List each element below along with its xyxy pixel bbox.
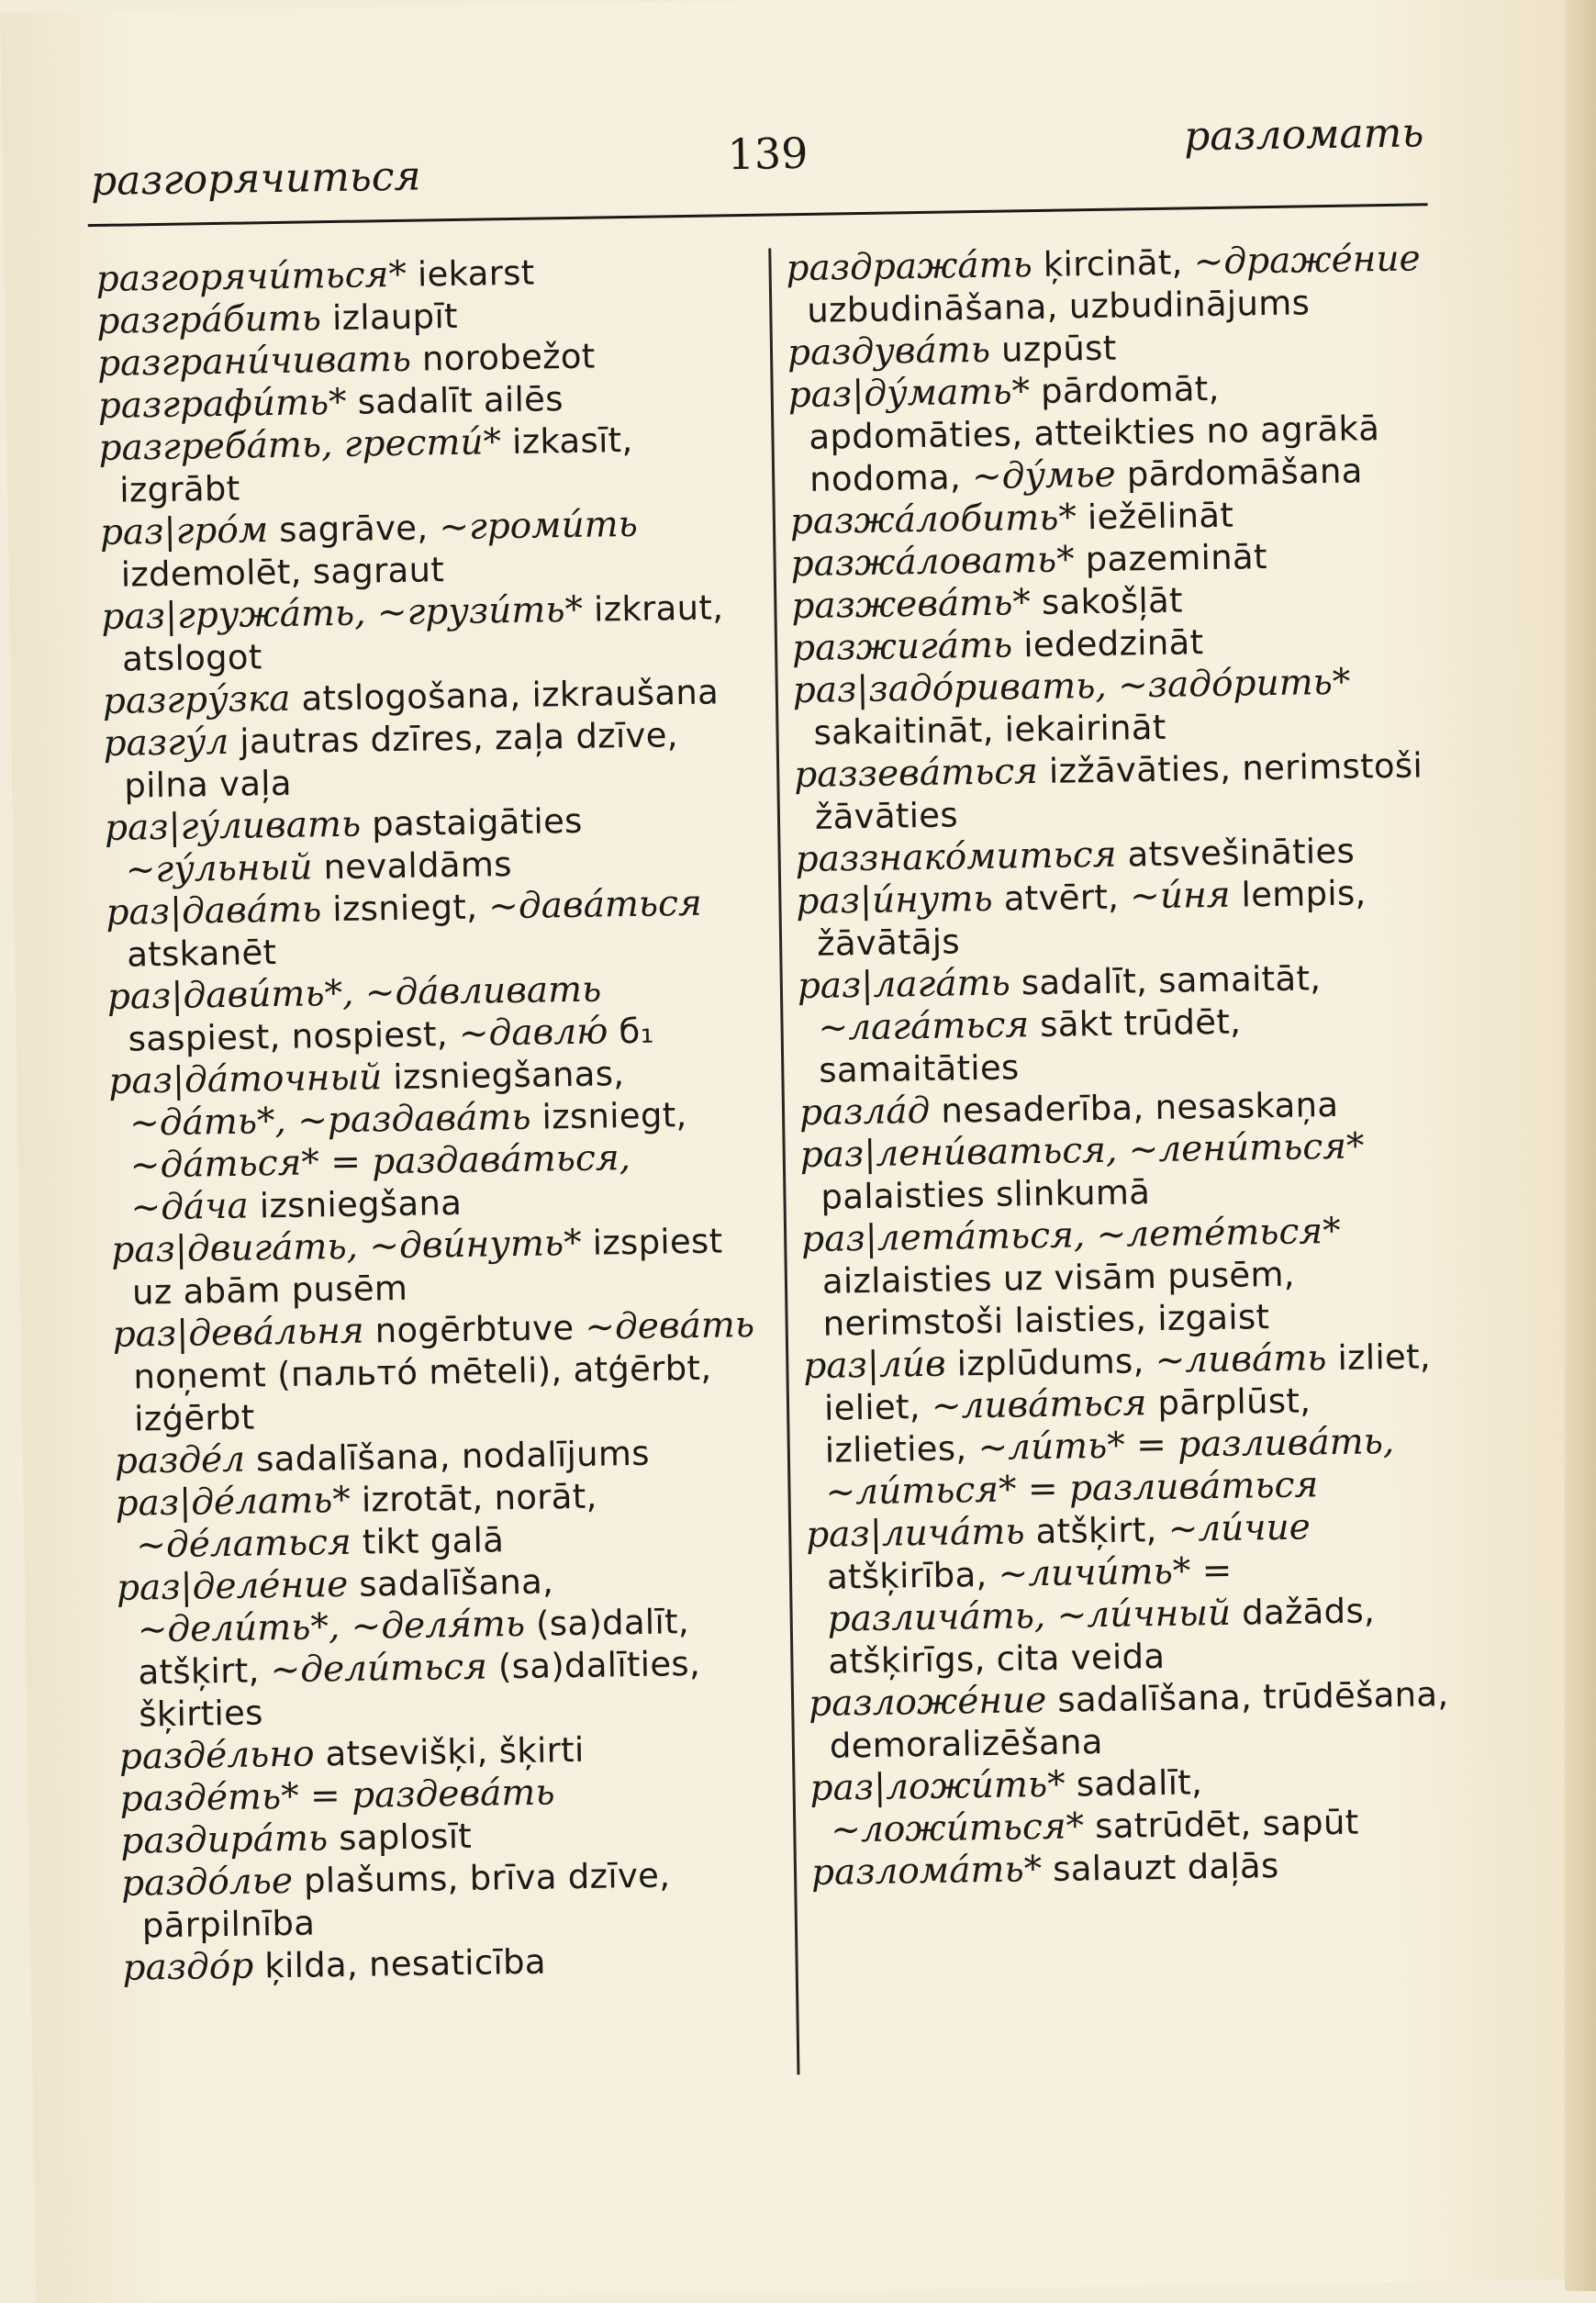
- headword: раз|ложи́ть*: [809, 1763, 1066, 1810]
- headword: раззева́ться: [793, 751, 1039, 797]
- translation: nogērbtuve: [363, 1307, 586, 1351]
- dictionary-entry: [809, 1673, 1452, 1768]
- headword: ~драже́ние: [1193, 238, 1421, 284]
- translation: iežēlināt: [1076, 495, 1234, 538]
- translation: izsniegšana: [248, 1182, 463, 1226]
- headword: ~да́ться* = раздава́ться, ~да́ча: [129, 1137, 631, 1229]
- headword: раз|задо́ривать, ~задо́рить*: [792, 661, 1351, 712]
- headword: раз|ли́в: [803, 1343, 946, 1388]
- headword: раз|двига́ть, ~дви́нуть*: [110, 1222, 582, 1271]
- translation: jautras dzīres, zaļa dzīve, pilna vaļa: [124, 715, 679, 806]
- translation: atsvešināties: [1116, 831, 1356, 875]
- headword: разгра́бить: [96, 297, 322, 343]
- dictionary-entry: [786, 238, 1429, 332]
- headword: раз|гро́м: [99, 509, 269, 554]
- translation: pārdomāšana: [1115, 451, 1364, 495]
- headword: раздража́ть: [786, 244, 1033, 290]
- dictionary-entry: [108, 1051, 753, 1230]
- headword: раз|гружа́ть, ~грузи́ть*: [101, 588, 584, 639]
- dictionary-entry: [809, 1758, 1453, 1852]
- translation: sadalīt,: [1065, 1762, 1203, 1805]
- translation: atšķirība,: [826, 1554, 999, 1597]
- translation: izkasīt, izgrābt: [118, 419, 633, 510]
- translation: ķircināt,: [1032, 242, 1195, 285]
- translation: nevaldāms: [312, 844, 513, 888]
- translation: izlaupīt: [320, 296, 459, 339]
- dictionary-entry: [111, 1220, 754, 1314]
- translation: sadalīšana, trūdēšana, demoralizēšana: [829, 1674, 1449, 1766]
- translation: salauzt daļās: [1041, 1846, 1279, 1890]
- translation: izžāvāties, nerimstoši žāvāties: [814, 745, 1423, 837]
- translation: plašums, brīva dzīve, pārpilnība: [141, 1855, 671, 1946]
- translation: nesaderība, nesaskaņa: [929, 1084, 1339, 1131]
- translation: pārdomāt, apdomāties, atteikties no agrākā nodoma,: [809, 368, 1380, 499]
- running-head-right: разломать: [1183, 109, 1424, 161]
- headword: ~лива́ть: [1155, 1337, 1327, 1382]
- dictionary-entry: [121, 1853, 765, 1948]
- translation: norobežot: [410, 336, 596, 379]
- dictionary-entry: [801, 1209, 1445, 1346]
- dictionary-entry: [106, 882, 749, 977]
- right-column: [786, 238, 1454, 1895]
- headword: ~личи́ть* = различа́ть, ~ли́чный: [827, 1549, 1233, 1640]
- translation: iekarst: [406, 252, 535, 295]
- translation: tikt galā: [351, 1520, 505, 1562]
- dictionary-entry: [122, 1938, 765, 1990]
- dictionary-entry: [107, 967, 751, 1061]
- translation: uzpūst: [989, 328, 1117, 370]
- headword: ~дева́ть: [585, 1303, 755, 1348]
- dictionary-entry: [103, 713, 746, 808]
- headword: разде́ть* = раздева́ть: [119, 1772, 555, 1820]
- translation: atslogošana, izkraušana: [290, 672, 720, 719]
- translation: sadalīt ailēs: [346, 379, 564, 422]
- headword: разде́льно: [118, 1733, 315, 1778]
- headword: ~лага́ться: [818, 1004, 1030, 1049]
- dictionary-entry: [100, 502, 743, 597]
- translation: sākt trūdēt, samaitāties: [818, 1001, 1242, 1090]
- headword: разложе́ние: [808, 1679, 1047, 1726]
- translation: sakošļāt: [1030, 580, 1184, 623]
- translation: atšķirt,: [1024, 1509, 1169, 1552]
- translation: satrūdēt, sapūt: [1083, 1802, 1359, 1847]
- headword: разла́д: [798, 1090, 931, 1135]
- dictionary-entry: [101, 587, 744, 681]
- translation: sagrāve,: [267, 508, 440, 551]
- headword: раздо́лье: [120, 1860, 294, 1905]
- headword: разжева́ть*: [791, 582, 1032, 628]
- translation: palaisties slinkumā: [820, 1172, 1151, 1217]
- headword: раздува́ть: [787, 329, 991, 375]
- headword: разгру́зка: [102, 677, 291, 722]
- translation: pārplūst, izlieties,: [824, 1381, 1311, 1470]
- dictionary-entry: [806, 1504, 1451, 1683]
- headword: разгреба́ть, грести́*: [98, 421, 502, 470]
- headword: разгу́л: [103, 721, 229, 765]
- headword: ~ду́мье: [971, 453, 1117, 498]
- translation: atsevišķi, šķirti: [314, 1729, 585, 1774]
- translation: izsniegt,: [530, 1095, 687, 1137]
- headword: ~ложи́ться*: [830, 1806, 1085, 1851]
- headword: ~ли́чие: [1167, 1506, 1311, 1550]
- headword: разжа́лобить*: [789, 497, 1077, 543]
- headword: ~лива́ться: [931, 1382, 1147, 1427]
- headword: раз|лича́ть: [805, 1511, 1025, 1557]
- headword: разде́л: [114, 1438, 246, 1482]
- translation: noņemt (пальто́ mēteli), atģērbt, izģērbt: [133, 1347, 712, 1439]
- translation: (sa)dalīties, šķirties: [138, 1643, 701, 1735]
- headword: раз|и́нуть: [796, 878, 994, 923]
- translation: uzbudināšana, uzbudinājums: [806, 283, 1311, 330]
- translation: sadalīt, samaitāt,: [1010, 958, 1322, 1003]
- headword: ~ли́ть* = разлива́ть, ~ли́ться* = разлива́ться: [825, 1420, 1395, 1514]
- headword: раз|лета́ться, ~лете́ться*: [800, 1210, 1341, 1261]
- headword: разжига́ть: [791, 624, 1013, 670]
- headword: ~дели́ться: [270, 1646, 488, 1692]
- translation: ķilda, nesaticība: [252, 1941, 547, 1986]
- translation: sadalīšana,: [347, 1561, 554, 1604]
- headword: разжа́ловать*: [790, 539, 1076, 586]
- translation: sakaitināt, iekairināt: [813, 707, 1166, 753]
- headword: раз|де́лать*: [115, 1479, 352, 1525]
- translation: saplosīt: [327, 1816, 473, 1859]
- dictionary-entry: [105, 798, 748, 892]
- dictionary-entry: [803, 1336, 1448, 1515]
- headword: ~и́ня: [1129, 874, 1231, 918]
- dictionary-entry: [117, 1558, 762, 1737]
- dictionary-entry: [792, 660, 1435, 755]
- running-head-left: разгорячиться: [90, 152, 421, 206]
- translation: pastaigāties: [360, 800, 583, 844]
- headword: разлома́ть*: [810, 1849, 1043, 1895]
- dictionary-entry: [796, 871, 1439, 966]
- translation: dažāds, atšķirīgs, cita veida: [828, 1591, 1376, 1682]
- headword: раз|гу́ливать: [104, 803, 362, 849]
- translation: izliet, ieliet,: [823, 1336, 1432, 1428]
- headword: раз|ду́мать*: [787, 371, 1031, 417]
- headword: ~дава́ться: [487, 882, 703, 928]
- headword: раздо́р: [122, 1945, 254, 1989]
- headword: раззнако́миться: [795, 833, 1117, 881]
- dictionary-entry: [115, 1473, 758, 1568]
- dictionary-entry: [811, 1842, 1455, 1895]
- translation: izspiest uz abām pusēm: [131, 1221, 723, 1313]
- translation: pazemināt: [1074, 537, 1268, 580]
- headword: раз|да́точный: [108, 1056, 383, 1102]
- dictionary-entry: [98, 418, 742, 512]
- translation: sadalīšana, nodalījums: [244, 1433, 651, 1480]
- headword: раздира́ть: [120, 1817, 329, 1862]
- headword: раз|лени́ваться, ~лени́ться*: [799, 1125, 1365, 1177]
- dictionary-entry: [787, 364, 1432, 501]
- translation: izsniegšanas,: [381, 1054, 625, 1098]
- dictionary-entry: [112, 1304, 756, 1441]
- headword: раз|деле́ние: [116, 1563, 349, 1609]
- translation: aizlaisties uz visām pusēm, nerimstoši laisties, izgaist: [821, 1254, 1296, 1344]
- translation: izsniegt,: [320, 887, 489, 930]
- translation: atvērt,: [992, 877, 1131, 919]
- headword: ~дели́ть*, ~деля́ть: [137, 1603, 526, 1651]
- headword: раз|дави́ть*, ~да́вливать: [106, 968, 602, 1018]
- dictionary-entry: [794, 744, 1437, 839]
- dictionary-entry: [798, 956, 1442, 1092]
- page-number: 139: [727, 128, 809, 180]
- translation: izkraut, atslogot: [121, 587, 724, 679]
- translation: atskanēt: [126, 933, 277, 975]
- headword: ~громи́ть: [439, 503, 639, 549]
- dictionary-entry: [799, 1124, 1443, 1219]
- translation: iededzināt: [1011, 622, 1204, 665]
- headword: раз|лага́ть: [797, 962, 1011, 1008]
- headword: ~гу́льный: [125, 846, 313, 891]
- headword: ~давлю́: [458, 1011, 608, 1055]
- headword: разграфи́ть*: [97, 381, 347, 428]
- translation: б₁: [608, 1011, 655, 1052]
- headword: ~да́ть*, ~раздава́ть: [128, 1096, 531, 1145]
- headword: разграни́чивать: [96, 338, 412, 386]
- headword: раз|дева́льня: [112, 1310, 365, 1356]
- headword: раз|дава́ть: [106, 889, 322, 933]
- translation: (sa)dalīt, atšķirt,: [138, 1602, 690, 1693]
- page-edge: [1565, 0, 1596, 2291]
- translation: lempis, žāvātājs: [816, 873, 1367, 964]
- left-column: [95, 249, 765, 1990]
- headword: разгорячи́ться*: [95, 253, 407, 301]
- translation: izdemolēt, sagraut: [120, 550, 445, 595]
- translation: izrotāt, norāt,: [350, 1476, 597, 1520]
- translation: izplūdums,: [945, 1341, 1156, 1384]
- headword: ~де́латься: [136, 1521, 352, 1567]
- header-rule: [88, 203, 1428, 227]
- translation: saspiest, nospiest,: [128, 1013, 460, 1059]
